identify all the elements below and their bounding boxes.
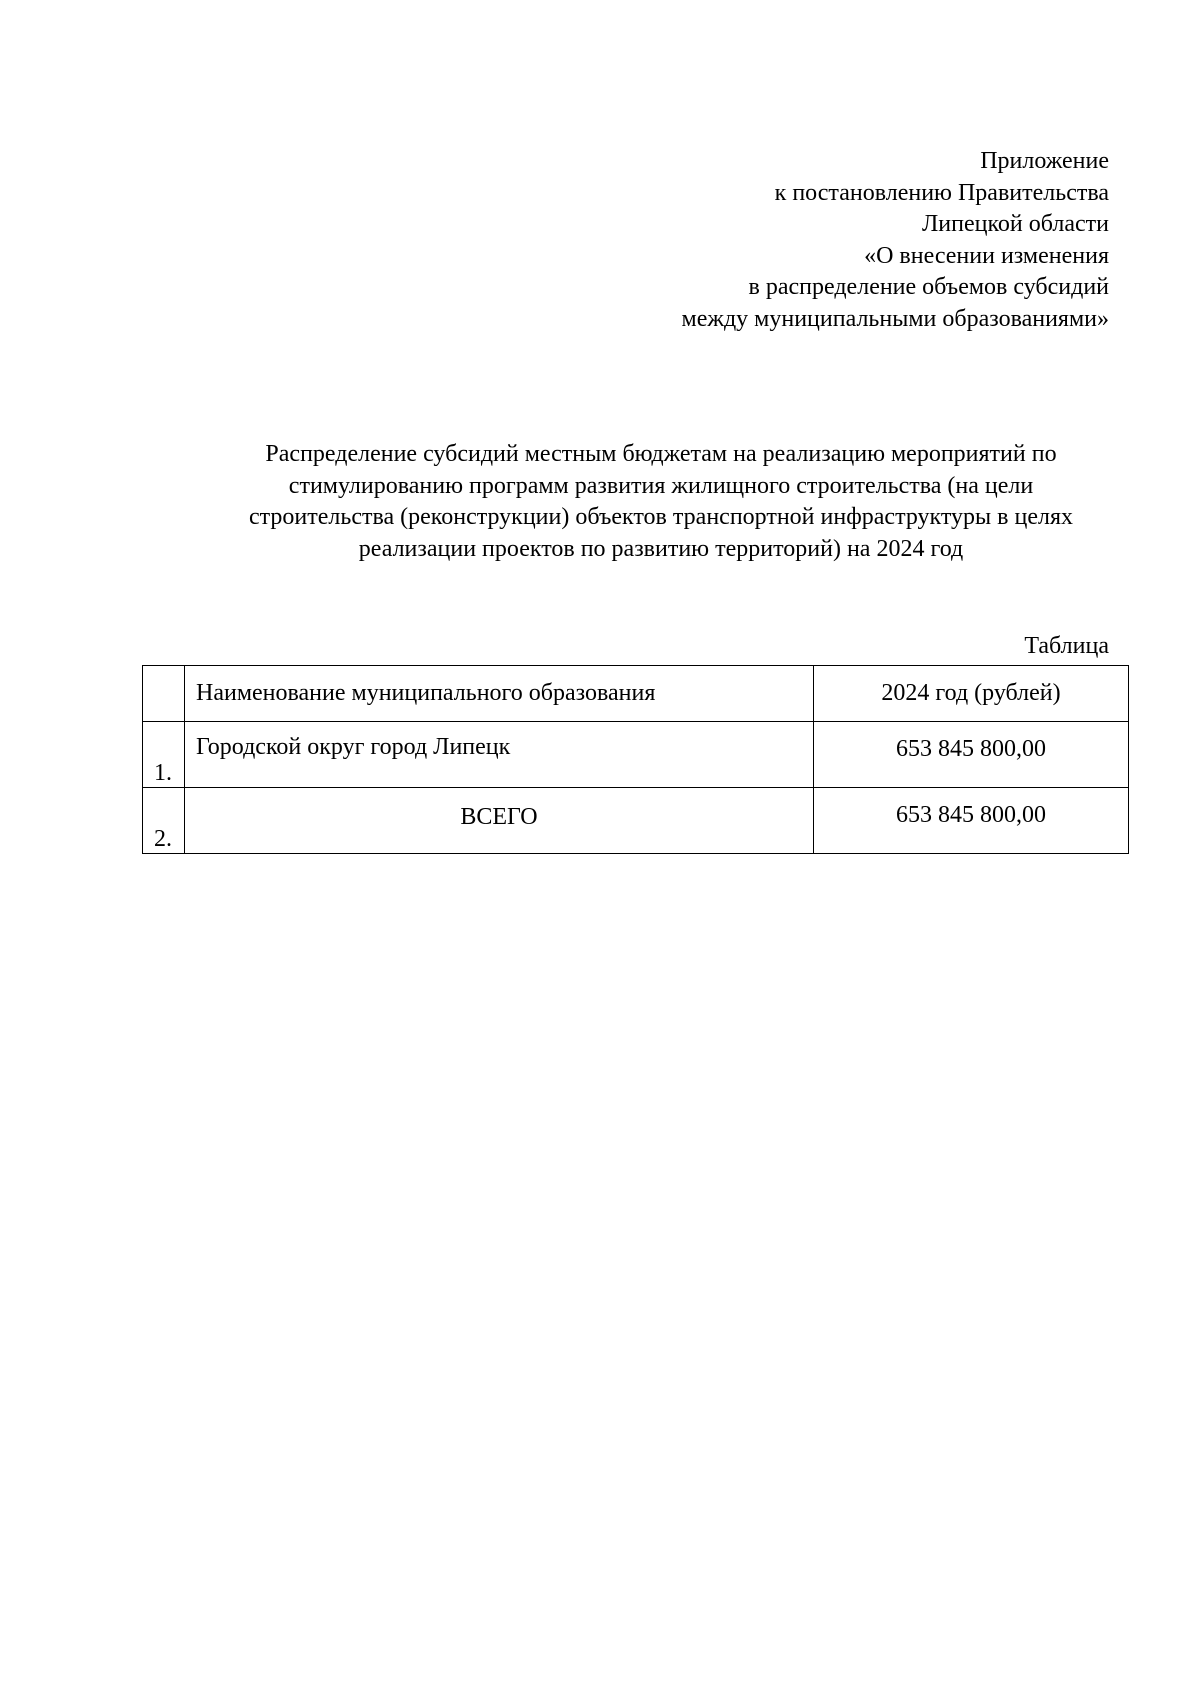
title-line: реализации проектов по развитию территорий) на 2024 год [358,535,964,562]
appendix-line: Приложение [980,148,1109,174]
table-row-total [143,788,1129,854]
header-name-cell: Наименование муниципального образования [185,666,814,722]
appendix-line: между муниципальными образованиями» [681,305,1109,332]
header-number-cell [143,666,185,722]
subsidy-table [142,665,1129,854]
document-title [160,439,1162,565]
appendix-line: «О внесении изменения [864,242,1109,269]
table-caption: Таблица [1024,633,1109,659]
total-value-cell: 653 845 800,00 [814,788,1129,854]
row-value-cell: 653 845 800,00 [814,722,1129,788]
row-number-cell: 2. [143,788,185,854]
title-line: стимулированию программ развития жилищного строительства (на цели [288,472,1034,499]
title-line: строительства (реконструкции) объектов транспортной инфраструктуры в целях [248,504,1074,530]
total-label-cell: ВСЕГО [185,788,814,854]
appendix-line: к постановлению Правительства [774,179,1109,206]
appendix-line: в распределение объемов субсидий [748,274,1109,300]
title-line: Распределение субсидий местным бюджетам на реализацию мероприятий по [265,441,1057,467]
table-row [143,722,1129,788]
row-number-cell: 1. [143,722,185,788]
table-header-row [143,666,1129,722]
appendix-line: Липецкой области [922,211,1109,237]
header-value-cell: 2024 год (рублей) [814,666,1129,722]
row-name-cell: Городской округ город Липецк [185,722,814,788]
appendix-header [509,146,1109,335]
